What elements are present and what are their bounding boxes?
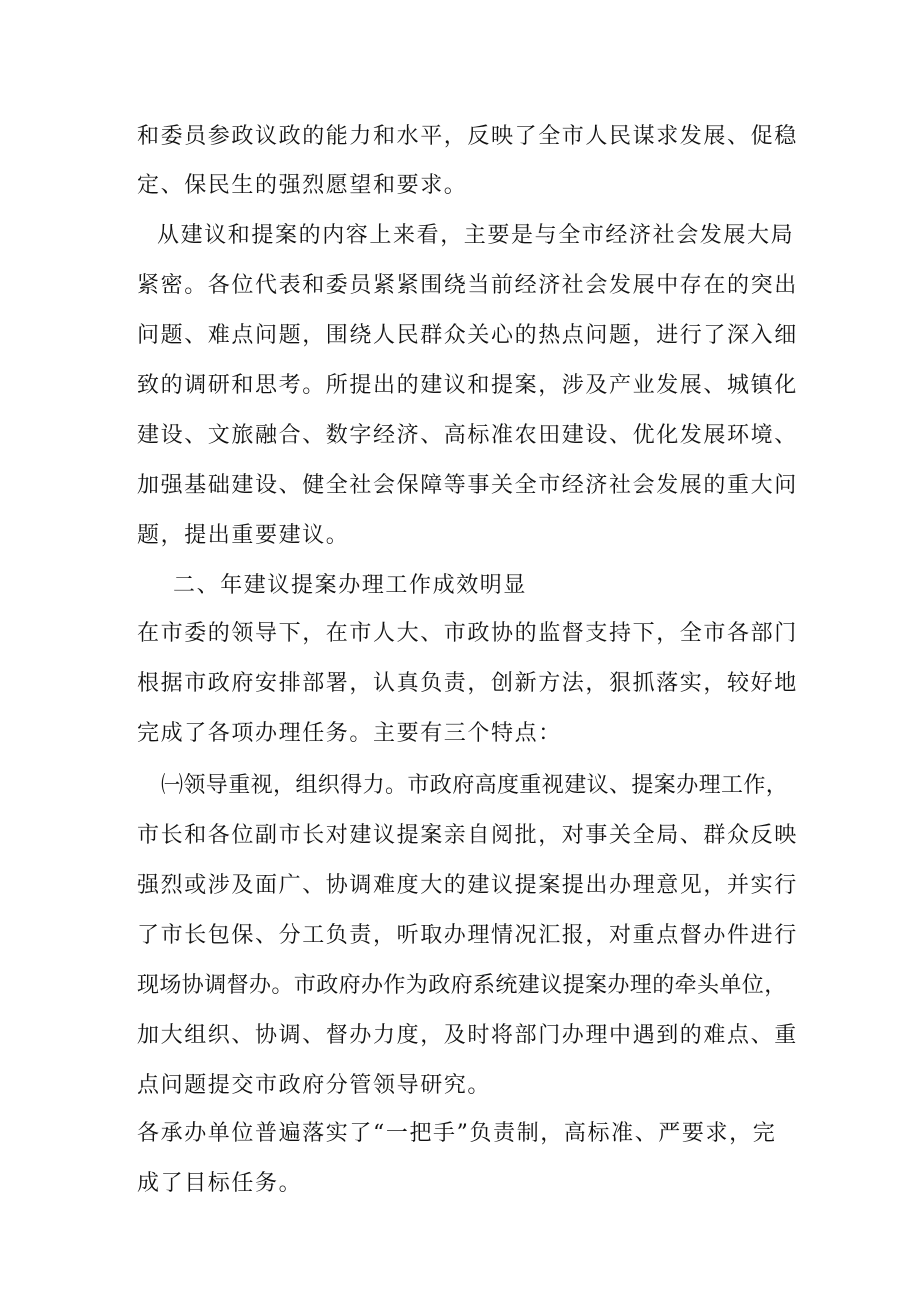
- paragraph-line: 紧密。各位代表和委员紧紧围绕当前经济社会发展中存在的突出: [137, 273, 798, 298]
- paragraph-line: 和委员参政议政的能力和水平，反映了全市人民谋求发展、促稳: [137, 124, 798, 149]
- paragraph-line: 市长和各位副市长对建议提案亲自阅批，对事关全局、群众反映: [137, 823, 798, 848]
- paragraph-line: 问题、难点问题，围绕人民群众关心的热点问题，进行了深入细: [137, 323, 798, 348]
- paragraph-line: 完成了各项办理任务。主要有三个特点：: [137, 721, 562, 746]
- paragraph-line: 致的调研和思考。所提出的建议和提案，涉及产业发展、城镇化: [137, 373, 798, 398]
- paragraph-line: 了市长包保、分工负责，听取办理情况汇报，对重点督办件进行: [137, 923, 798, 948]
- paragraph-line: 各承办单位普遍落实了“一把手”负责制，高标准、严要求，完: [137, 1121, 777, 1146]
- section-heading: 二、年建议提案办理工作成效明显: [173, 573, 528, 598]
- paragraph-line: 根据市政府安排部署，认真负责，创新方法，狠抓落实，较好地: [137, 671, 798, 696]
- paragraph-line: 定、保民生的强烈愿望和要求。: [137, 173, 468, 198]
- paragraph-line: 强烈或涉及面广、协调难度大的建议提案提出办理意见，并实行: [137, 873, 798, 898]
- paragraph-line: 加强基础建设、健全社会保障等事关全市经济社会发展的重大问: [137, 473, 798, 498]
- paragraph-line: 建设、文旅融合、数字经济、高标准农田建设、优化发展环境、: [137, 423, 798, 448]
- paragraph-line: 题，提出重要建议。: [137, 523, 350, 548]
- paragraph-line: 加大组织、协调、督办力度，及时将部门办理中遇到的难点、重: [137, 1023, 798, 1048]
- paragraph-line: 成了目标任务。: [137, 1171, 303, 1196]
- paragraph-line: 从建议和提案的内容上来看，主要是与全市经济社会发展大局: [157, 223, 795, 248]
- paragraph-line: 现场协调督办。市政府办作为政府系统建议提案办理的牵头单位，: [137, 973, 787, 998]
- paragraph-line: 在市委的领导下，在市人大、市政协的监督支持下，全市各部门: [137, 621, 798, 646]
- paragraph-line: 点问题提交市政府分管领导研究。: [137, 1073, 492, 1098]
- subsection-line: ㈠领导重视，组织得力。市政府高度重视建议、提案办理工作，: [161, 773, 789, 798]
